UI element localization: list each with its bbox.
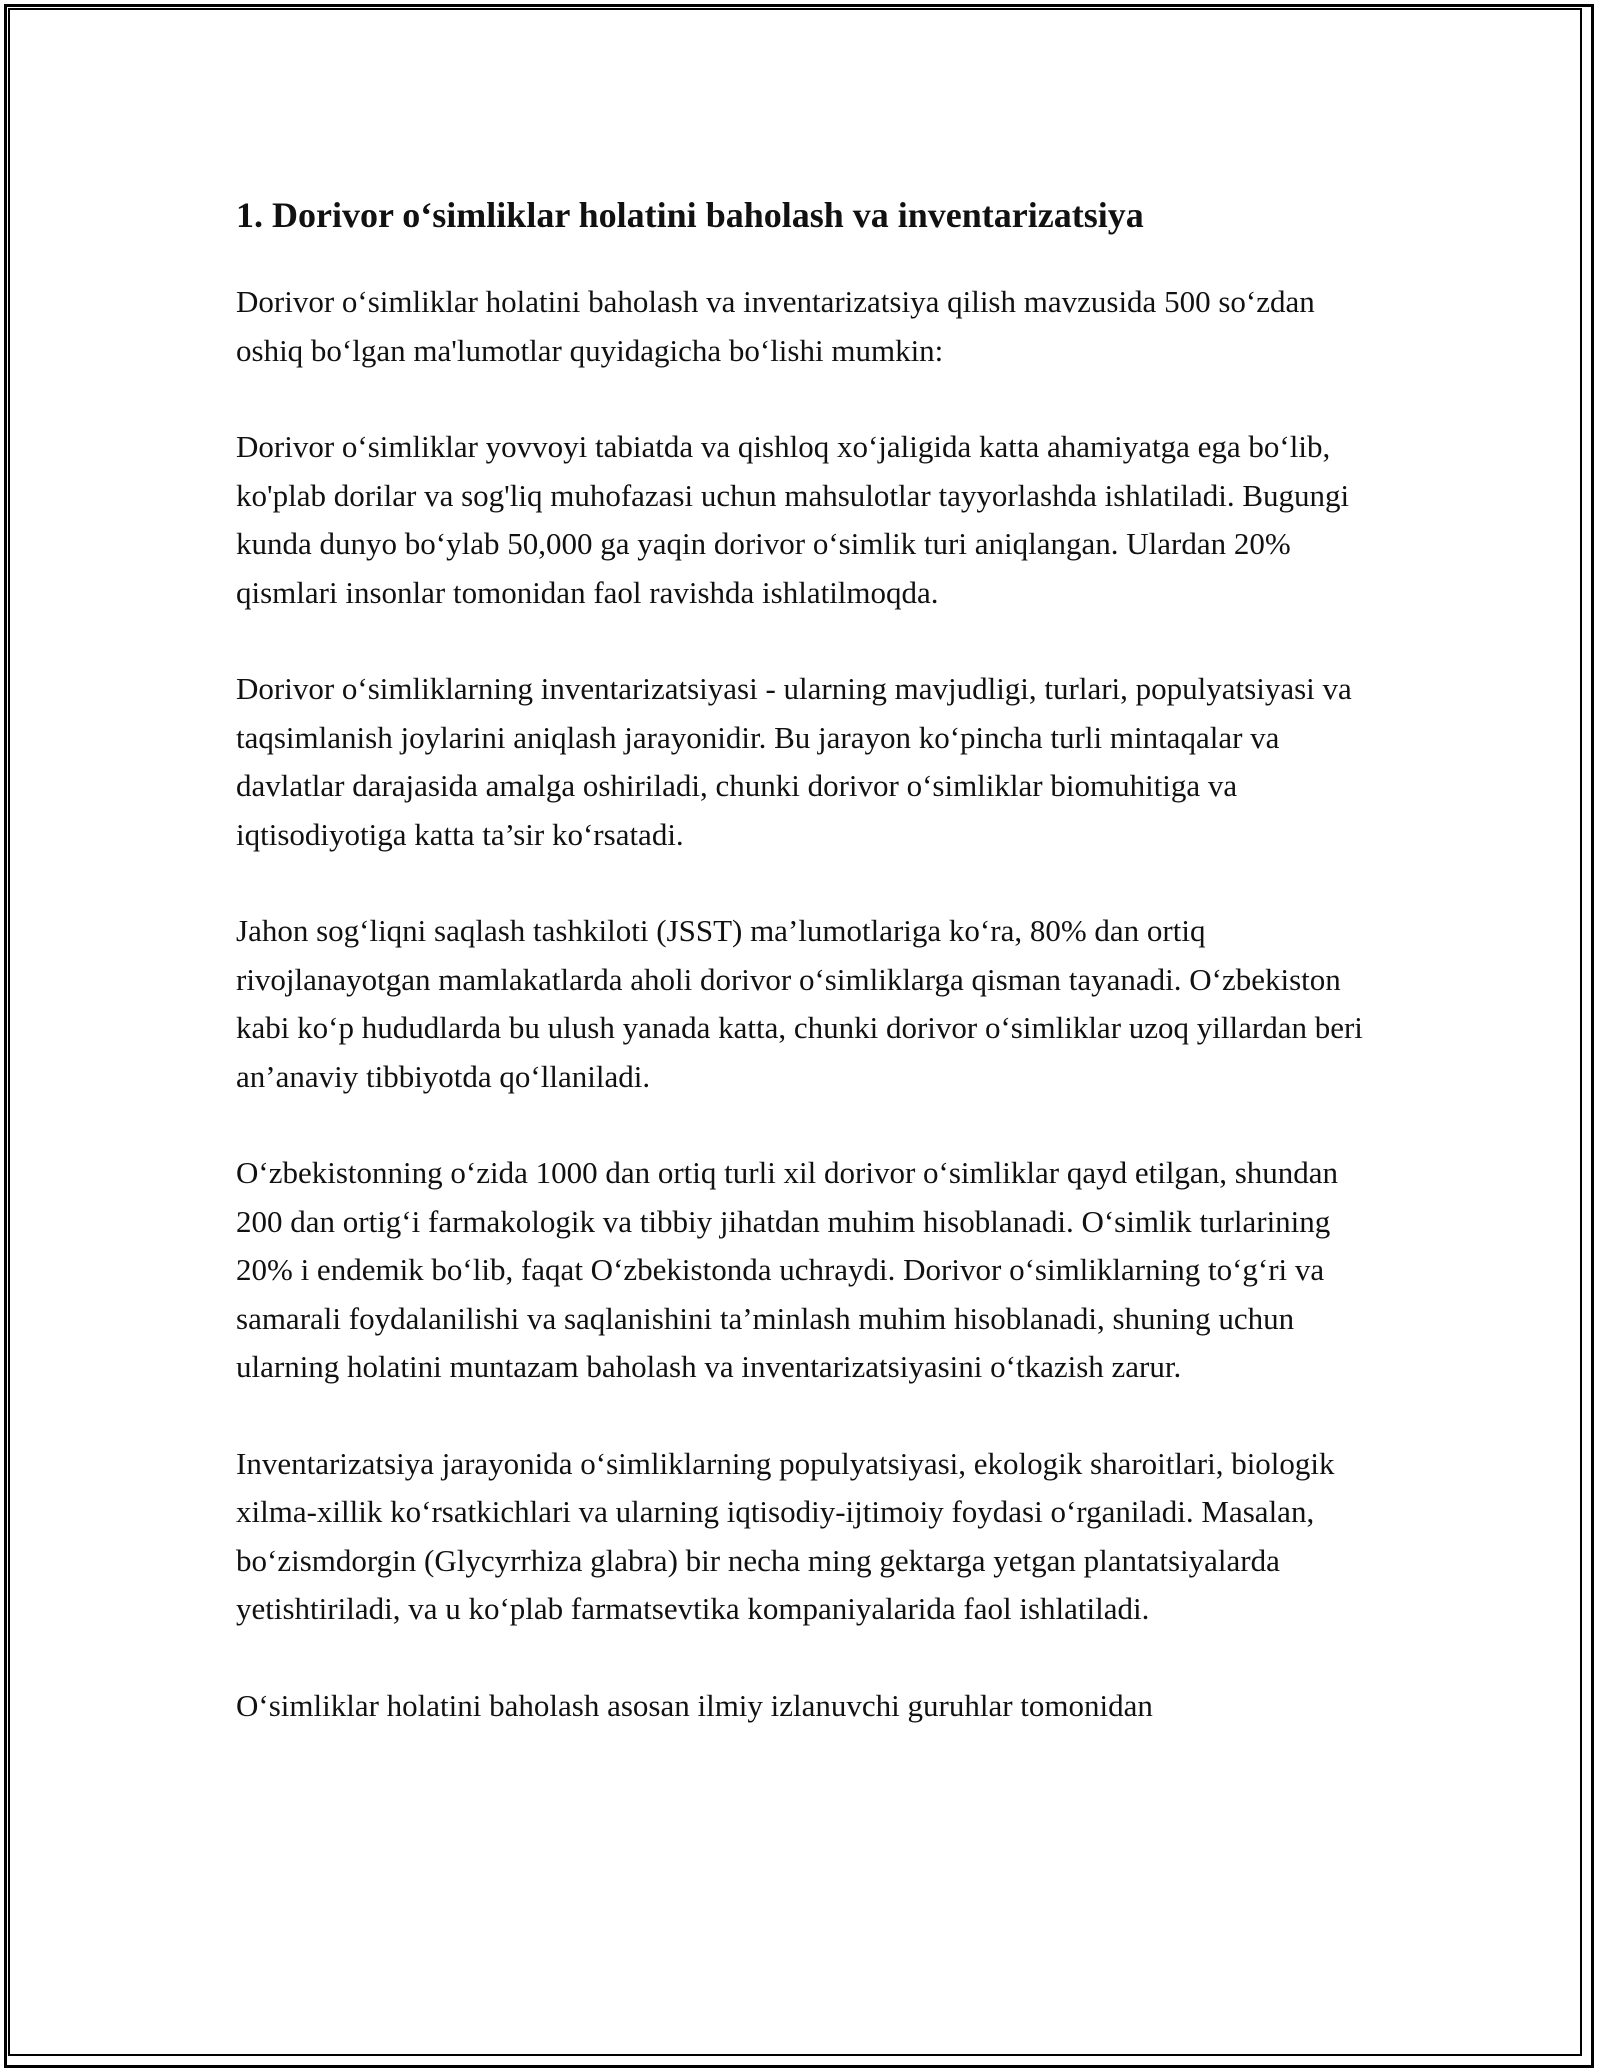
paragraph-uzbekistan-species: O‘zbekistonning o‘zida 1000 dan ortiq turli xil dorivor o‘simliklar qayd etilgan, shundan 200 dan ortig‘i farmakologik va tibbiy jihatdan muhim hisoblanadi. O‘simlik turlarining 20% i endemik bo‘lib, faqat O‘zbekistonda uchraydi. Dorivor o‘simliklarning to‘g‘ri va samarali foydalanilishi va saqlanishini ta’minlash muhim hisoblanadi, shuning uchun ularning holatini muntazam baholash va inventarizatsiyasini o‘tkazish zarur. (236, 1155, 1339, 1384)
paragraph-overview: Dorivor o‘simliklar yovvoyi tabiatda va qishloq xo‘jaligida katta ahamiyatga ega bo‘lib, ko'plab dorilar va sog'liq muhofazasi uchun mahsulotlar tayyorlashda ishlatiladi. Bugungi kunda dunyo bo‘ylab 50,000 ga yaqin dorivor o‘simlik turi aniqlangan. Ulardan 20% qismlari insonlar tomonidan faol ravishda ishlatilmoqda. (236, 429, 1350, 610)
document-body (236, 186, 1371, 1778)
paragraph-inventory-definition: Dorivor o‘simliklarning inventarizatsiyasi - ularning mavjudligi, turlari, populyatsiyasi va taqsimlanish joylarini aniqlash jarayonidir. Bu jarayon ko‘pincha turli mintaqalar va davlatlar darajasida amalga oshiriladi, chunki dorivor o‘simliklar biomuhitiga va iqtisodiyotiga katta ta’sir ko‘rsatadi. (236, 671, 1352, 852)
section-heading: 1. Dorivor o‘simliklar holatini baholash va inventarizatsiya (236, 195, 1144, 235)
paragraph-intro: Dorivor o‘simliklar holatini baholash va inventarizatsiya qilish mavzusida 500 so‘zdan oshiq bo‘lgan ma'lumotlar quyidagicha bo‘lishi mumkin: (236, 284, 1315, 368)
paragraph-who-statistics: Jahon sog‘liqni saqlash tashkiloti (JSST) ma’lumotlariga ko‘ra, 80% dan ortiq rivojlanayotgan mamlakatlarda aholi dorivor o‘simliklarga qisman tayanadi. O‘zbekiston kabi ko‘p hududlarda bu ulush yanada katta, chunki dorivor o‘simliklar uzoq yillardan beri an’anaviy tibbiyotda qo‘llaniladi. (236, 913, 1363, 1094)
paragraph-assessment: O‘simliklar holatini baholash asosan ilmiy izlanuvchi guruhlar tomonidan (236, 1687, 1153, 1723)
paragraph-inventory-process: Inventarizatsiya jarayonida o‘simliklarning populyatsiyasi, ekologik sharoitlari, biologik xilma-xillik ko‘rsatkichlari va ularning iqtisodiy-ijtimoiy foydasi o‘rganiladi. Masalan, bo‘zismdorgin (Glycyrrhiza glabra) bir necha ming gektarga yetgan plantatsiyalarda yetishtiriladi, va u ko‘plab farmatsevtika kompaniyalarida faol ishlatiladi. (236, 1445, 1335, 1626)
